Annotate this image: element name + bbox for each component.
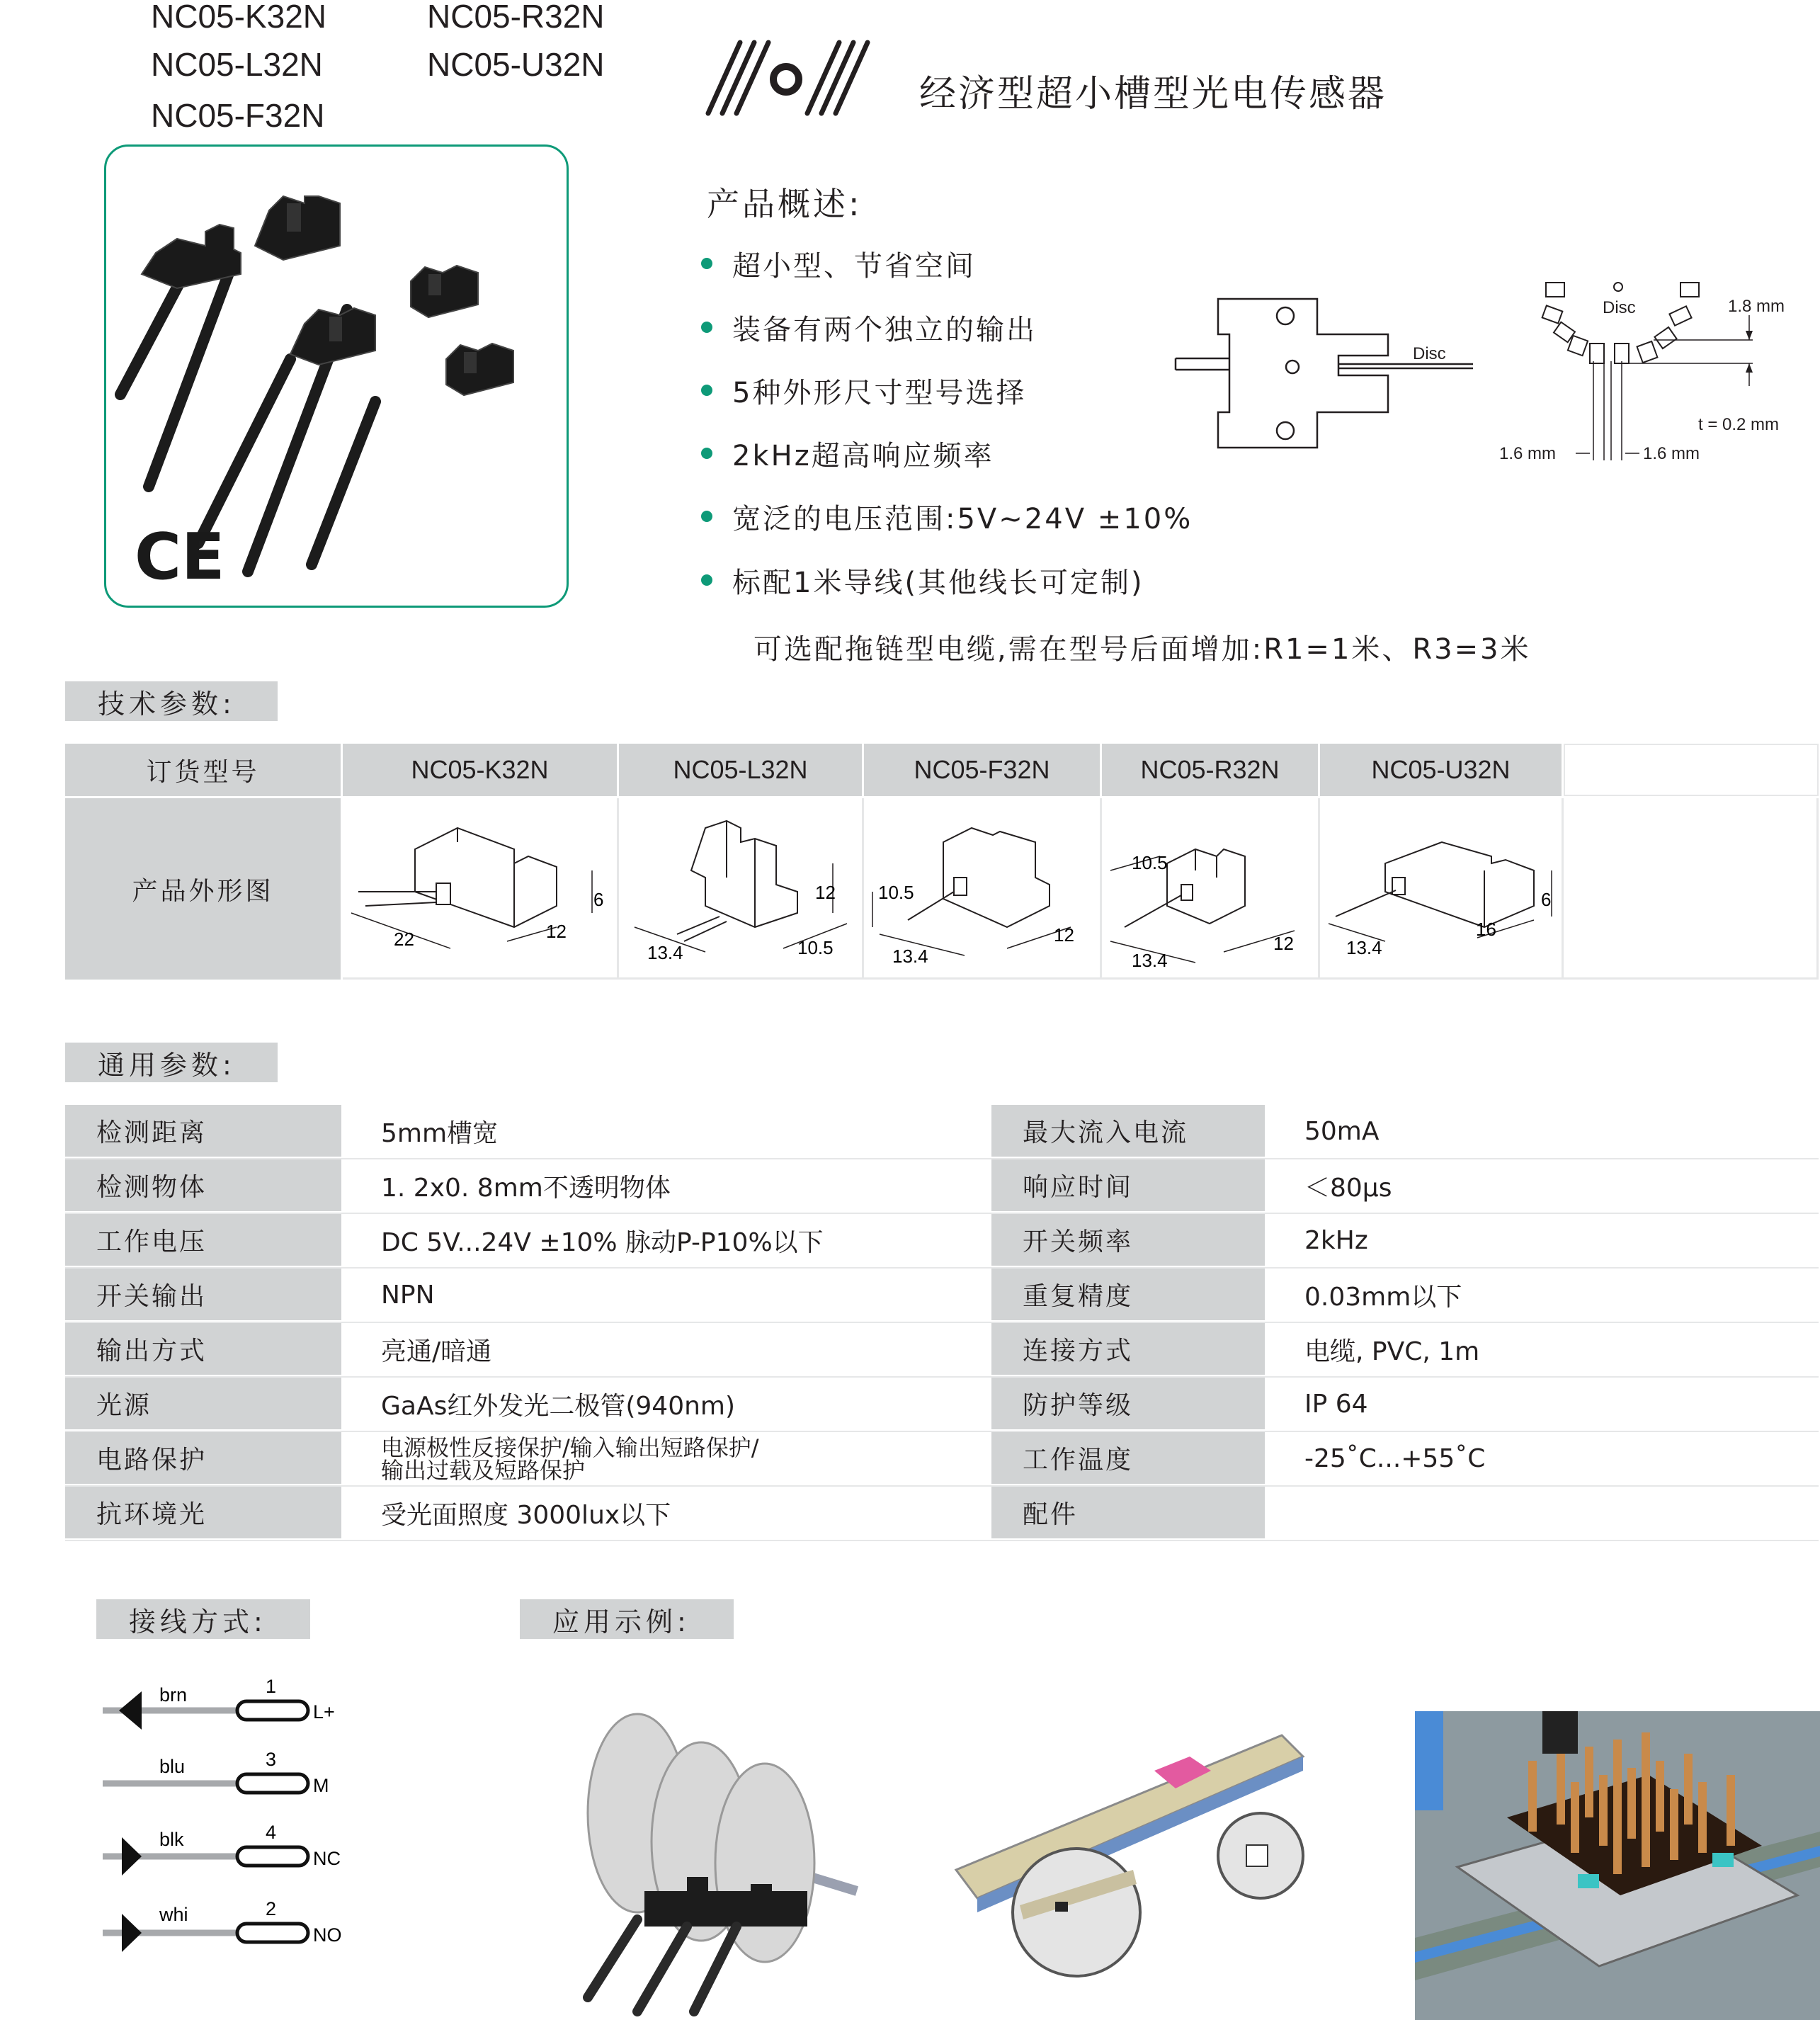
param-name: 开关频率 — [989, 1214, 1265, 1267]
empty-cell — [1564, 744, 1819, 796]
svg-text:13.4: 13.4 — [892, 945, 928, 967]
model-name-u: NC05-U32N — [427, 46, 605, 83]
param-value: GaAs红外发光二极管(940nm) — [341, 1378, 989, 1431]
table-row — [65, 1378, 1819, 1432]
svg-text:brn: brn — [159, 1684, 188, 1706]
application-heading: 应用示例: — [520, 1599, 734, 1639]
svg-text:12: 12 — [814, 881, 836, 903]
wire-row — [103, 1822, 341, 1876]
wire-row — [103, 1676, 335, 1730]
svg-text:6: 6 — [593, 888, 603, 910]
table-row — [65, 1269, 1819, 1323]
param-name: 响应时间 — [989, 1159, 1265, 1213]
tech-params-table — [65, 744, 1819, 980]
overview-bullet: 装备有两个独立的输出 — [701, 306, 1037, 348]
svg-text:13.4: 13.4 — [1346, 936, 1382, 958]
dim-1-8mm: 1.8 mm — [1728, 297, 1785, 316]
wire-row — [103, 1749, 329, 1796]
bullet-dot-icon — [701, 385, 712, 396]
outline-drawing-u — [1320, 798, 1564, 980]
model-cell: NC05-R32N — [1102, 744, 1320, 796]
svg-text:NO: NO — [313, 1924, 342, 1946]
svg-text:10.5: 10.5 — [877, 881, 914, 903]
bullet-dot-icon — [701, 448, 712, 459]
model-name-l: NC05-L32N — [151, 46, 323, 83]
param-value: NPN — [341, 1269, 989, 1322]
table-row — [65, 1159, 1819, 1214]
brand-logo-icon — [701, 35, 871, 120]
outline-drawing-r — [1102, 798, 1320, 980]
param-value: 2kHz — [1265, 1214, 1819, 1267]
param-name: 工作电压 — [65, 1214, 341, 1267]
overview-bullet: 超小型、节省空间 — [701, 242, 976, 285]
svg-text:3: 3 — [266, 1749, 277, 1770]
bullet-dot-icon — [701, 574, 712, 586]
overview-bullet: 宽泛的电压范围:5V~24V ±10% — [701, 495, 1193, 538]
model-name-f: NC05-F32N — [151, 97, 325, 134]
product-photo — [104, 144, 569, 608]
param-value: 电源极性反接保护/输入输出短路保护/ 输出过载及短路保护 — [341, 1432, 989, 1485]
application-photo-discs — [559, 1707, 871, 2019]
sensor-slot-diagram — [1168, 290, 1480, 460]
param-name: 输出方式 — [65, 1323, 341, 1376]
model-cell: NC05-L32N — [619, 744, 864, 796]
general-params-heading: 通用参数: — [65, 1043, 278, 1082]
svg-text:1: 1 — [266, 1676, 277, 1697]
overview-bullet: 2kHz超高响应频率 — [701, 432, 994, 475]
param-name: 连接方式 — [989, 1323, 1265, 1376]
bullet-dot-icon — [701, 258, 712, 269]
model-name-k: NC05-K32N — [151, 0, 326, 35]
disc-dimension-diagram — [1498, 273, 1795, 471]
order-model-label: 订货型号 — [65, 744, 343, 796]
application-photo-linear-rail — [949, 1693, 1331, 2019]
svg-text:4: 4 — [266, 1822, 277, 1843]
param-value: 亮通/暗通 — [341, 1323, 989, 1376]
param-name: 电路保护 — [65, 1432, 341, 1485]
wiring-diagram — [99, 1672, 354, 1969]
table-row — [65, 744, 1819, 796]
param-value: 受光面照度 3000lux以下 — [341, 1487, 989, 1540]
svg-text:12: 12 — [1053, 924, 1074, 946]
param-value: -25˚C...+55˚C — [1265, 1432, 1819, 1485]
param-name: 开关输出 — [65, 1269, 341, 1322]
param-name: 最大流入电流 — [989, 1105, 1265, 1158]
param-name: 检测物体 — [65, 1159, 341, 1213]
wire-row — [103, 1898, 342, 1952]
svg-text:NC: NC — [313, 1848, 341, 1869]
model-cell: NC05-F32N — [864, 744, 1102, 796]
svg-text:M: M — [313, 1775, 329, 1796]
param-value: 5mm槽宽 — [341, 1105, 989, 1158]
tech-params-heading: 技术参数: — [65, 681, 278, 721]
outline-drawing-k — [343, 798, 619, 980]
svg-text:12: 12 — [1273, 932, 1294, 954]
overview-bullet: 5种外形尺寸型号选择 — [701, 369, 1026, 412]
param-name: 工作温度 — [989, 1432, 1265, 1485]
outline-drawing-label: 产品外形图 — [65, 798, 343, 980]
svg-text:13.4: 13.4 — [647, 941, 683, 963]
disc-label: Disc — [1413, 344, 1446, 363]
overview-heading: 产品概述: — [707, 185, 863, 223]
svg-text:10.5: 10.5 — [1131, 851, 1168, 873]
wiring-heading: 接线方式: — [96, 1599, 310, 1639]
svg-text:16: 16 — [1475, 918, 1496, 940]
sensor-products-illustration — [106, 147, 567, 606]
param-value: 1. 2x0. 8mm不透明物体 — [341, 1159, 989, 1213]
param-name: 检测距离 — [65, 1105, 341, 1158]
model-cell: NC05-U32N — [1320, 744, 1564, 796]
application-photo-pin-tray — [1415, 1711, 1820, 2020]
param-value: IP 64 — [1265, 1378, 1819, 1431]
dim-1-6mm-right: 1.6 mm — [1643, 444, 1700, 463]
svg-text:22: 22 — [393, 928, 414, 950]
param-value: 50mA — [1265, 1105, 1819, 1158]
param-value — [1265, 1487, 1819, 1540]
param-name: 抗环境光 — [65, 1487, 341, 1540]
dim-1-6mm-left: 1.6 mm — [1499, 444, 1557, 463]
param-name: 防护等级 — [989, 1378, 1265, 1431]
empty-cell — [1564, 798, 1819, 980]
disc-label-2: Disc — [1603, 298, 1636, 317]
outline-drawing-l — [619, 798, 864, 980]
table-row — [65, 1214, 1819, 1269]
overview-note: 可选配拖链型电缆,需在型号后面增加:R1=1米、R3=3米 — [753, 633, 1531, 666]
param-value: DC 5V...24V ±10% 脉动P-P10%以下 — [341, 1214, 989, 1267]
param-name: 配件 — [989, 1487, 1265, 1540]
outline-drawing-f — [864, 798, 1102, 980]
svg-text:whi: whi — [159, 1904, 188, 1925]
general-params-table — [65, 1105, 1819, 1541]
table-row — [65, 796, 1819, 980]
table-row — [65, 1105, 1819, 1159]
table-row — [65, 1323, 1819, 1378]
table-row — [65, 1432, 1819, 1487]
ce-mark: CE — [135, 520, 225, 594]
table-row — [65, 1487, 1819, 1541]
svg-text:2: 2 — [266, 1898, 277, 1919]
overview-bullet: 标配1米导线(其他线长可定制) — [701, 559, 1144, 601]
svg-text:12: 12 — [545, 920, 567, 942]
param-name: 光源 — [65, 1378, 341, 1431]
model-name-r: NC05-R32N — [427, 0, 605, 35]
param-value: ＜80μs — [1265, 1159, 1819, 1213]
param-value: 0.03mm以下 — [1265, 1269, 1819, 1322]
svg-text:13.4: 13.4 — [1131, 949, 1168, 971]
model-cell: NC05-K32N — [343, 744, 619, 796]
svg-text:6: 6 — [1540, 888, 1551, 910]
svg-text:blk: blk — [159, 1829, 184, 1850]
dim-thickness: t = 0.2 mm — [1698, 415, 1780, 434]
page-title: 经济型超小槽型光电传感器 — [919, 73, 1387, 115]
svg-text:10.5: 10.5 — [797, 936, 834, 958]
param-value: 电缆, PVC, 1m — [1265, 1323, 1819, 1376]
svg-text:L+: L+ — [313, 1701, 335, 1723]
bullet-dot-icon — [701, 322, 712, 333]
param-name: 重复精度 — [989, 1269, 1265, 1322]
bullet-dot-icon — [701, 511, 712, 522]
svg-text:blu: blu — [159, 1756, 186, 1777]
